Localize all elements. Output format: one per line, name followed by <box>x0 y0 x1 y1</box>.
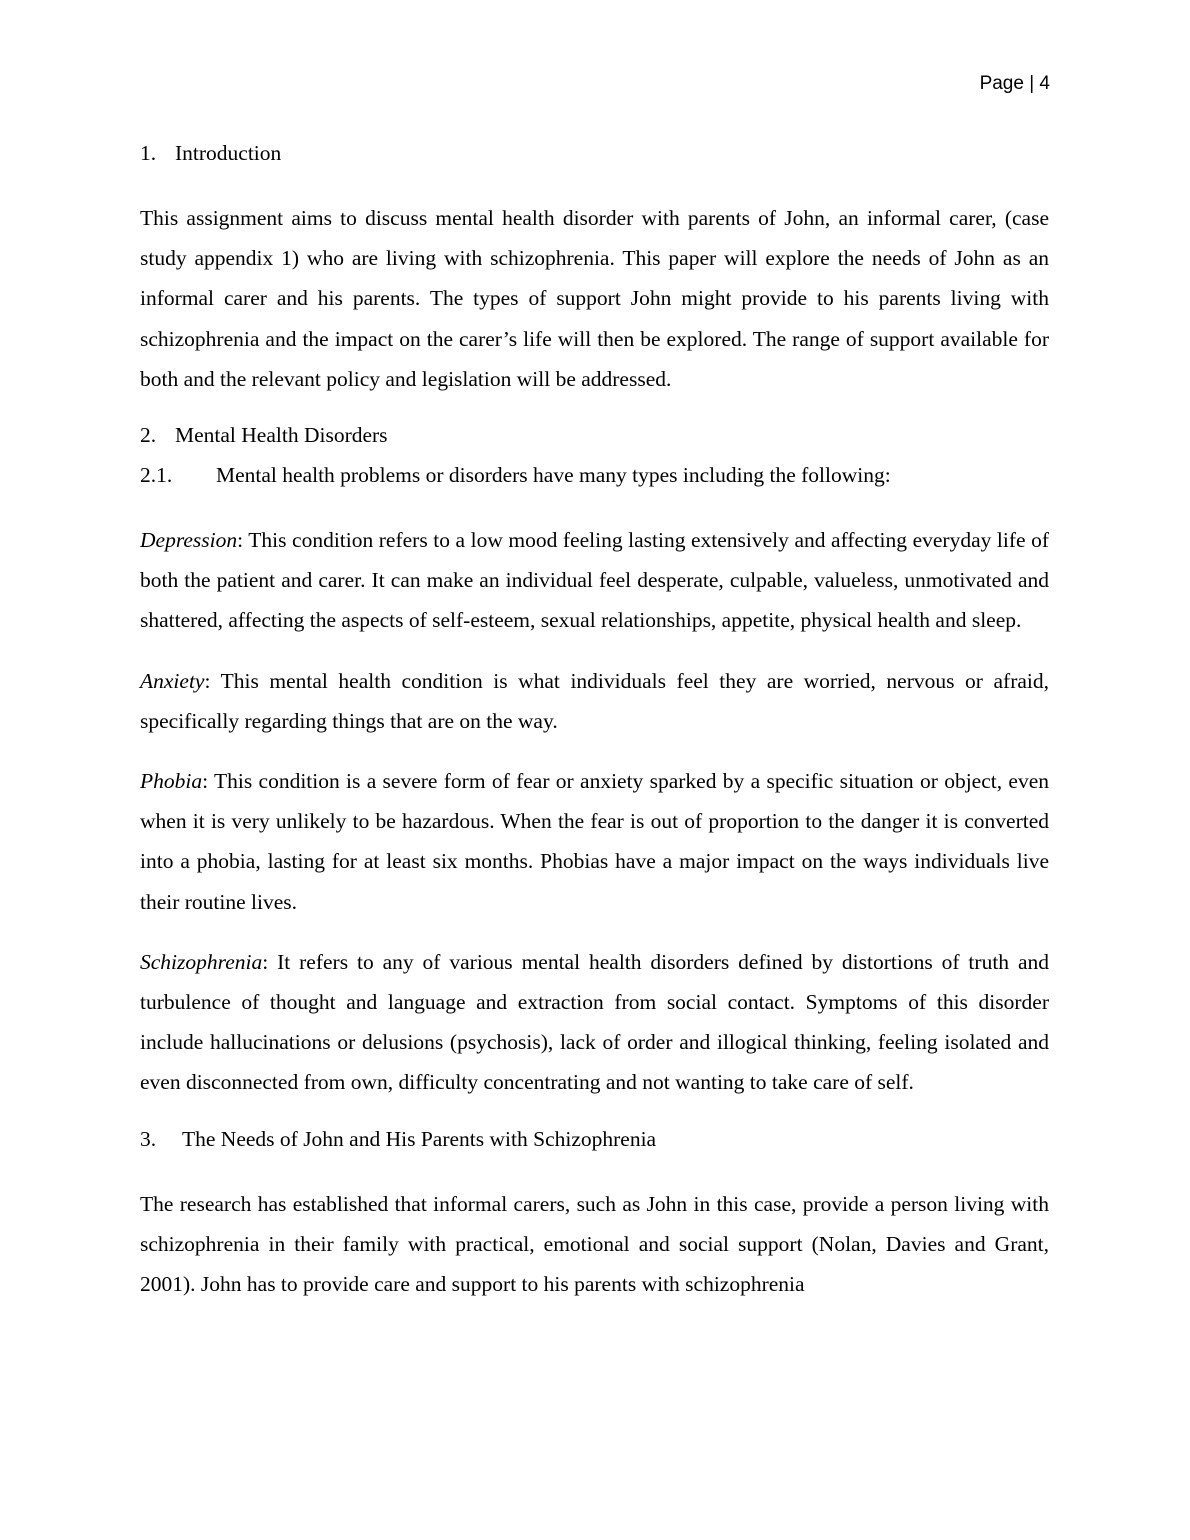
definition-anxiety <box>140 661 1049 741</box>
subsection-2-1 <box>140 460 1049 490</box>
section-title: The Needs of John and His Parents with Schizophrenia <box>182 1126 657 1151</box>
needs-paragraph: The research has established that informal carers, such as John in this case, provide a person living with schizophrenia in their family with practical, emotional and social support (Nolan, Davies and Grant, 2001). John has to provide care and support to his parents with schizophrenia <box>140 1191 1049 1297</box>
definition-depression <box>140 520 1049 641</box>
introduction-paragraph: This assignment aims to discuss mental health disorder with parents of John, an informal carer, (case study appendix 1) who are living with schizophrenia. This paper will explore the needs of John as an informal carer and his parents. The types of support John might provide to his parents living with schizophrenia and the impact on the carer’s life will then be explored. The range of support available for both and the relevant policy and legislation will be addressed. <box>140 206 1049 391</box>
section-number: 2. <box>140 423 157 448</box>
page-number: Page | 4 <box>979 73 1050 94</box>
definition-text: : It refers to any of various mental health disorders defined by distortions of truth and turbulence of thought and language and extraction from social contact. Symptoms of this disorder include hallucinations or delusions (psychosis), lack of order and illogical thinking, feeling isolated and even disconnected from own, difficulty concentrating and not wanting to take care of self. <box>140 949 1049 1095</box>
definition-text: : This mental health condition is what individuals feel they are worried, nervous or afraid, specifically regarding things that are on the way. <box>140 668 1049 733</box>
section-title: Mental Health Disorders <box>175 423 388 448</box>
subsection-number: 2.1. <box>140 463 173 488</box>
subsection-text: Mental health problems or disorders have many types including the following: <box>216 463 891 488</box>
definition-phobia <box>140 761 1049 922</box>
section-title: Introduction <box>175 141 282 165</box>
document-body <box>140 138 1049 1304</box>
section-heading-mental-health-disorders <box>140 420 1049 450</box>
section-number: 3. <box>140 1126 157 1151</box>
definition-text: : This condition refers to a low mood feeling lasting extensively and affecting everyday life of both the patient and carer. It can make an individual feel desperate, culpable, valueless, unmotivated and shattered, affecting the aspects of self-esteem, sexual relationships, appetite, physical health and sleep. <box>140 528 1049 633</box>
definition-term: Anxiety <box>140 668 205 693</box>
definition-term: Schizophrenia <box>140 949 263 974</box>
definition-text: : This condition is a severe form of fear or anxiety sparked by a specific situation or object, even when it is very unlikely to be hazardous. When the fear is out of proportion to the danger it is converted into a phobia, lasting for at least six months. Phobias have a major impact on the ways individuals live their routine lives. <box>140 769 1049 914</box>
definition-schizophrenia <box>140 942 1049 1103</box>
definition-term: Depression <box>140 528 238 553</box>
section-number: 1. <box>140 141 157 165</box>
section-heading-introduction <box>140 138 1049 168</box>
section-heading-needs <box>140 1124 1049 1154</box>
definition-term: Phobia <box>140 769 203 794</box>
